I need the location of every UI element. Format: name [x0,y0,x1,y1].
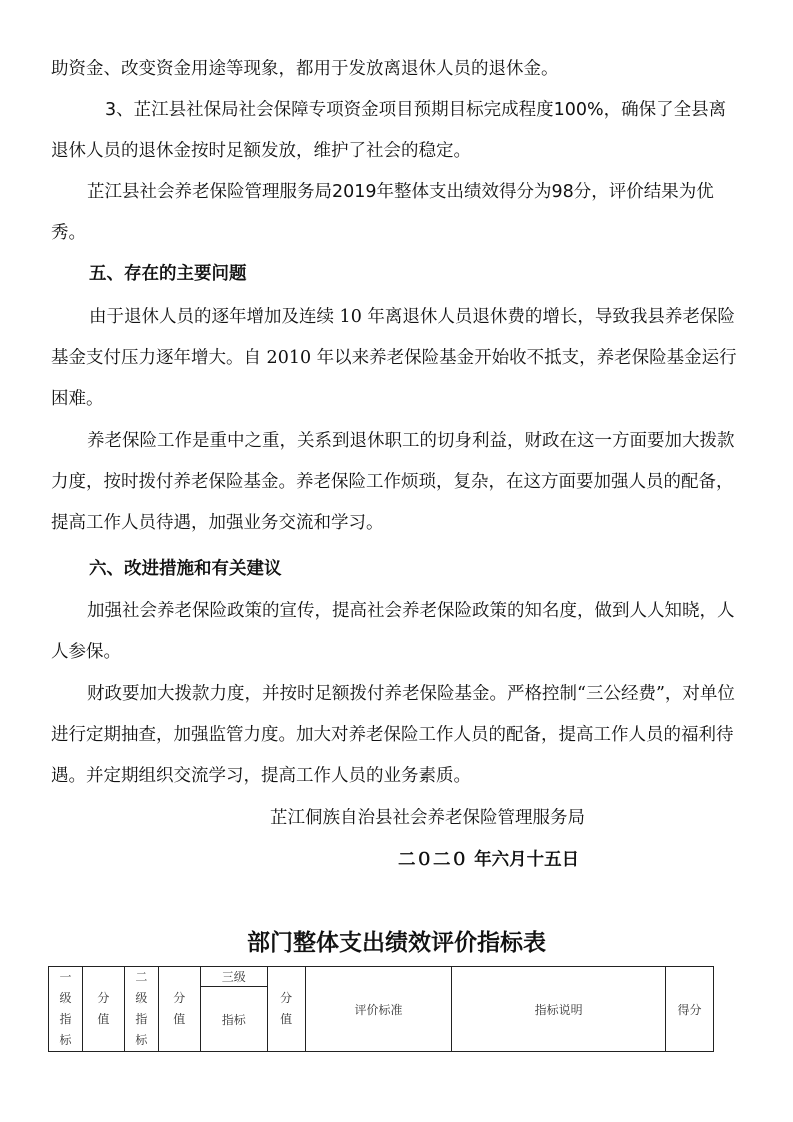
paragraph-suggestions-1: 加强社会养老保险政策的宣传，提高社会养老保险政策的知名度，做到人人知晓，人人参保。 [51,601,735,662]
signature-date: 二０二０ 年六月十五日 [398,850,580,870]
header-criteria: 评价标准 [305,967,452,1052]
header-points: 得分 [666,967,714,1052]
paragraph-problems-2: 养老保险工作是重中之重，关系到退休职工的切身利益，财政在这一方面要加大拨款力度，按时拨付养老保险基金。养老保险工作烦琐，复杂，在这方面要加强人员的配备，提高工作人员待遇，加强业务交流和学习。 [51,431,735,533]
heading-section-5: 五、存在的主要问题 [89,264,247,284]
table-title: 部门整体支出绩效评价指标表 [247,930,546,956]
paragraph-continuation: 助资金、改变资金用途等现象，都用于发放离退休人员的退休金。 [51,59,559,79]
paragraph-item-3: 3、芷江县社保局社会保障专项资金项目预期目标完成程度100%，确保了全县离退休人员的退休金按时足额发放，维护了社会的稳定。 [51,100,727,161]
header-level3-top: 三级 [200,967,267,987]
header-score1: 分值 [82,967,124,1052]
header-score3: 分值 [267,967,305,1052]
header-score2: 分值 [158,967,200,1052]
header-description: 指标说明 [452,967,666,1052]
paragraph-problems-1: 由于退休人员的逐年增加及连续 10 年离退休人员退休费的增长，导致我县养老保险基金支付压力逐年增大。自 2010 年以来养老保险基金开始收不抵支，养老保险基金运行困难。 [51,307,737,409]
paragraph-suggestions-2: 财政要加大拨款力度，并按时足额拨付养老保险基金。严格控制“三公经费”，对单位进行定期抽查，加强监管力度。加大对养老保险工作人员的配备，提高工作人员的福利待遇。并定期组织交流学习，提高工作人员的业务素质。 [51,684,735,786]
evaluation-index-table [48,966,714,1052]
header-level3-bottom: 指标 [200,987,267,1052]
paragraph-overall-score: 芷江县社会养老保险管理服务局2019年整体支出绩效得分为98分，评价结果为优秀。 [51,182,714,243]
header-level2: 二级指标 [124,967,158,1052]
signature-organization: 芷江侗族自治县社会养老保险管理服务局 [270,808,585,828]
heading-section-6: 六、改进措施和有关建议 [89,559,282,579]
header-level1: 一级指标 [49,967,83,1052]
